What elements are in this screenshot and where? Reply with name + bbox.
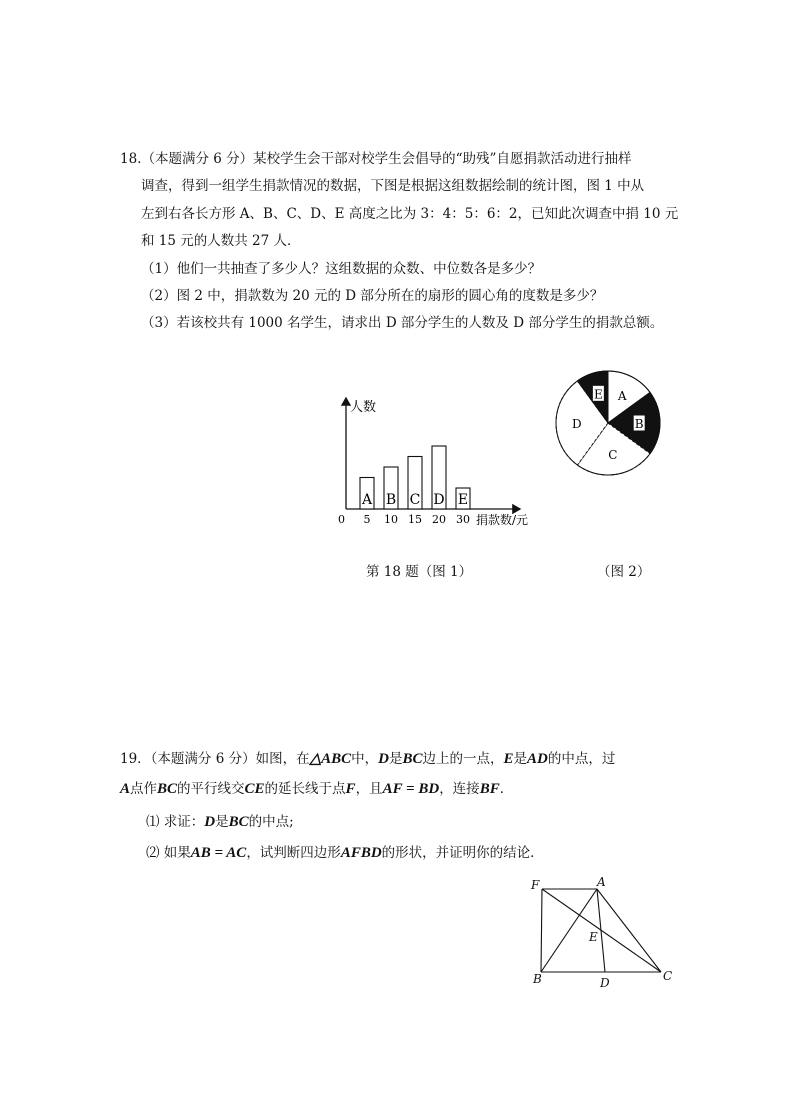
bar-label-B: B	[385, 492, 397, 508]
bar-chart-ylabel: 人数	[350, 400, 377, 415]
q18-sub-1: （1）他们一共抽查了多少人？这组数据的众数、中位数各是多少？	[141, 261, 542, 277]
q19-line-2: A点作BC的平行线交CE的延长线于点F，且AF = BD，连接BF．	[120, 781, 514, 797]
x-tick-15: 15	[408, 513, 422, 526]
bar-label-D: D	[433, 492, 445, 508]
q18-line-4: 和 15 元的人数共 27 人．	[141, 233, 301, 249]
segment-FB	[541, 889, 542, 972]
slice-label-B: B	[634, 417, 644, 431]
label-A: A	[597, 875, 606, 889]
slice-label-C: C	[608, 447, 618, 462]
label-D: D	[600, 976, 610, 990]
label-F: F	[531, 878, 540, 892]
segment-AC	[597, 889, 661, 972]
segment-FC	[542, 889, 661, 972]
q18-line-2: 调查，得到一组学生捐款情况的数据，下图是根据这组数据绘制的统计图，图 1 中从	[141, 178, 645, 194]
figure-1-caption: 第 18 题（图 1）	[366, 564, 473, 580]
q18-line-3: 左到右各长方形 A、B、C、D、E 高度之比为 3：4：5：6：2，已知此次调查中捐 10 元	[141, 206, 679, 222]
bar-chart-xlabel: 捐款数/元	[476, 513, 529, 527]
bar-label-A: A	[361, 492, 373, 508]
label-B: B	[533, 972, 542, 986]
x-tick-10: 10	[384, 513, 398, 526]
bar-chart-origin: 0	[338, 513, 345, 526]
figure-2-caption: （图 2）	[597, 564, 651, 580]
slice-label-E: E	[593, 387, 603, 402]
q19-sub-2: ⑵ 如果AB = AC，试判断四边形AFBD的形状，并证明你的结论．	[146, 845, 544, 861]
bar-chart	[330, 392, 540, 532]
q18-sub-2: （2）图 2 中，捐款数为 20 元的 D 部分所在的扇形的圆心角的度数是多少？	[141, 288, 604, 304]
geometry-figure	[525, 872, 685, 992]
x-tick-20: 20	[432, 513, 446, 526]
bar-label-E: E	[457, 492, 469, 508]
q19-line-1: 19．（本题满分 6 分）如图，在△ABC中，D是BC边上的一点，E是AD的中点，过	[120, 751, 616, 767]
bar-label-C: C	[409, 492, 421, 508]
q18-sub-3: （3）若该校共有 1000 名学生，请求出 D 部分学生的人数及 D 部分学生的捐款总额。	[141, 315, 664, 331]
label-E: E	[589, 930, 598, 944]
x-tick-5: 5	[363, 513, 371, 526]
slice-label-A: A	[617, 389, 627, 404]
q18-line-1: 18.（本题满分 6 分）某校学生会干部对校学生会倡导的“助残”自愿捐款活动进行抽样	[120, 151, 632, 167]
label-C: C	[663, 969, 673, 983]
slice-label-D: D	[571, 417, 582, 431]
q19-sub-1: ⑴ 求证：D是BC的中点;	[146, 814, 294, 830]
x-tick-30: 30	[456, 513, 470, 526]
pie-chart	[548, 368, 670, 480]
